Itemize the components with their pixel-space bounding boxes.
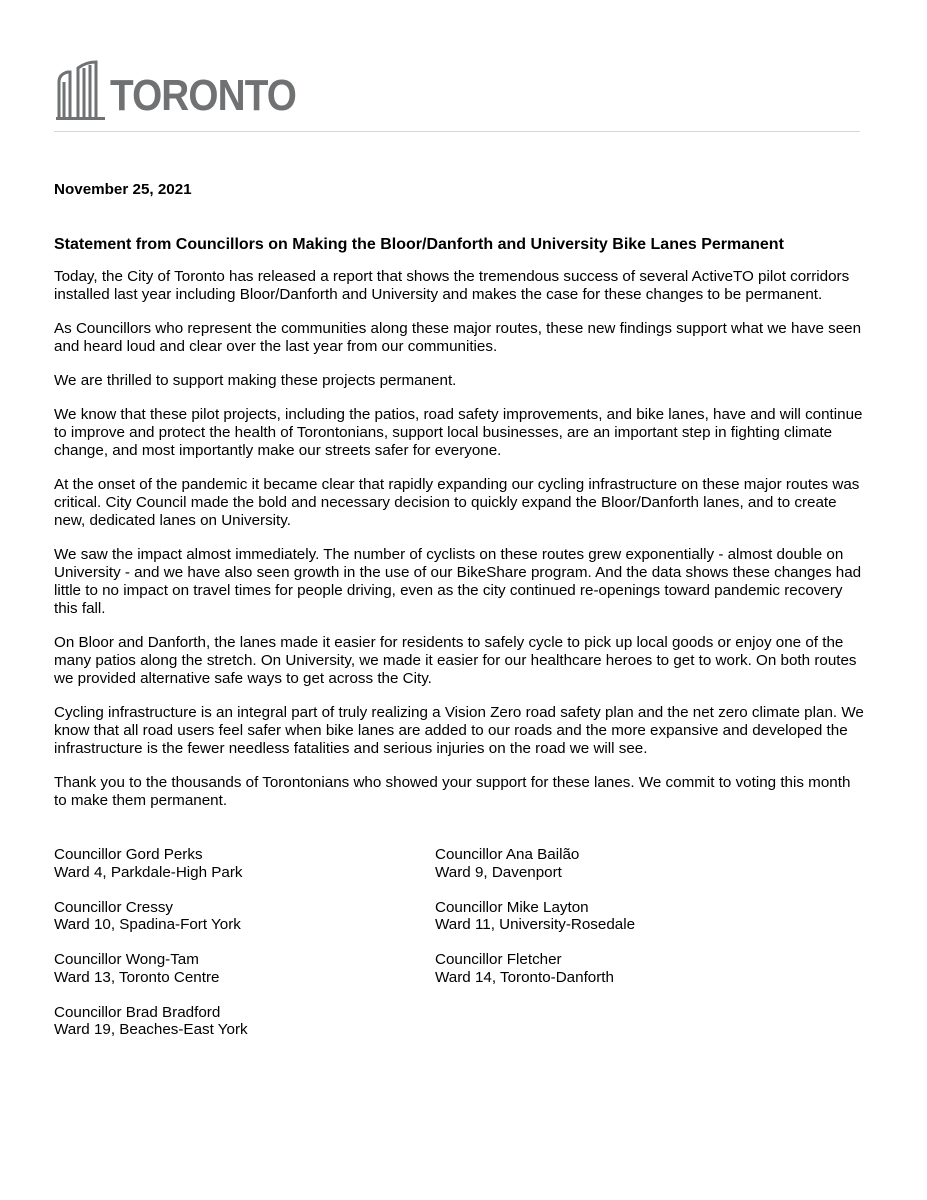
city-hall-icon (56, 60, 106, 120)
letterhead (54, 58, 860, 132)
toronto-logo (56, 60, 321, 120)
signatory-ward: Ward 14, Toronto-Danforth (435, 968, 614, 986)
signatory (54, 951, 248, 1004)
paragraph: On Bloor and Danforth, the lanes made it easier for residents to safely cycle to pick up local goods or enjoy one of the many patios along the stretch. On University, we made it easier for our healthcare heroes to get to work. On both routes we provided alternative safe ways to get across the City. (54, 634, 857, 687)
signatory-name: Councillor Wong-Tam (54, 951, 199, 968)
signatory-ward: Ward 11, University-Rosedale (435, 916, 636, 933)
signatory-ward: Ward 13, Toronto Centre (54, 968, 220, 986)
signatory (435, 846, 635, 899)
signatory-name: Councillor Ana Bailão (435, 846, 580, 863)
signatory-ward: Ward 4, Parkdale-High Park (54, 863, 243, 881)
signatory-name: Councillor Mike Layton (435, 898, 589, 916)
signatory-name: Councillor Gord Perks (54, 846, 203, 863)
signatory (54, 846, 248, 899)
signatory-ward: Ward 19, Beaches-East York (54, 1021, 248, 1038)
paragraph: We are thrilled to support making these projects permanent. (54, 372, 457, 389)
signatory (54, 899, 248, 952)
signatory-ward: Ward 9, Davenport (435, 863, 562, 881)
logo-wordmark: TORONTO (110, 71, 297, 120)
signatory-name: Councillor Brad Bradford (54, 1003, 221, 1021)
signatory (435, 899, 635, 952)
signatory-ward: Ward 10, Spadina-Fort York (54, 916, 241, 933)
paragraph: We saw the impact almost immediately. The number of cyclists on these routes grew exponentially - almost double on University - and we have also seen growth in the use of our BikeShare program. And the data shows these changes had little to no impact on travel times for people driving, even as the city continued re-openings toward pandemic recovery this fall. (54, 546, 862, 617)
signatory-name: Councillor Cressy (54, 898, 174, 916)
paragraph: At the onset of the pandemic it became clear that rapidly expanding our cycling infrastructure on these major routes was critical. City Council made the bold and necessary decision to quickly expand the Bloor/Danforth lanes, and to create new, dedicated lanes on University. (54, 476, 860, 529)
paragraph: We know that these pilot projects, including the patios, road safety improvements, and bike lanes, have and will continue to improve and protect the health of Torontonians, support local businesses, are an important step in fighting climate change, and most importantly make our streets safer for everyone. (54, 406, 863, 459)
signatory-name: Councillor Fletcher (435, 951, 562, 968)
paragraph: Thank you to the thousands of Torontonians who showed your support for these lanes. We commit to voting this month to make them permanent. (54, 774, 851, 809)
letter-title: Statement from Councillors on Making the Bloor/Danforth and University Bike Lanes Permanent (54, 236, 784, 253)
signatory-column-right (435, 846, 635, 1004)
paragraph: As Councillors who represent the communities along these major routes, these new findings support what we have seen and heard loud and clear over the last year from our communities. (54, 320, 862, 355)
paragraph: Today, the City of Toronto has released a report that shows the tremendous success of several ActiveTO pilot corridors installed last year including Bloor/Danforth and University and makes the case for these changes to be permanent. (54, 268, 850, 303)
letter-date: November 25, 2021 (54, 181, 192, 198)
paragraph: Cycling infrastructure is an integral part of truly realizing a Vision Zero road safety plan and the net zero climate plan. We know that all road users feel safer when bike lanes are added to our roads and the more expansive and developed the infrastructure is the fewer needless fatalities and serious injuries on the road we will see. (54, 704, 864, 757)
signatory (54, 1004, 248, 1057)
header-divider (54, 131, 860, 132)
letter-body (54, 181, 864, 810)
signatory-column-left (54, 846, 248, 1056)
signatory (435, 951, 635, 1004)
